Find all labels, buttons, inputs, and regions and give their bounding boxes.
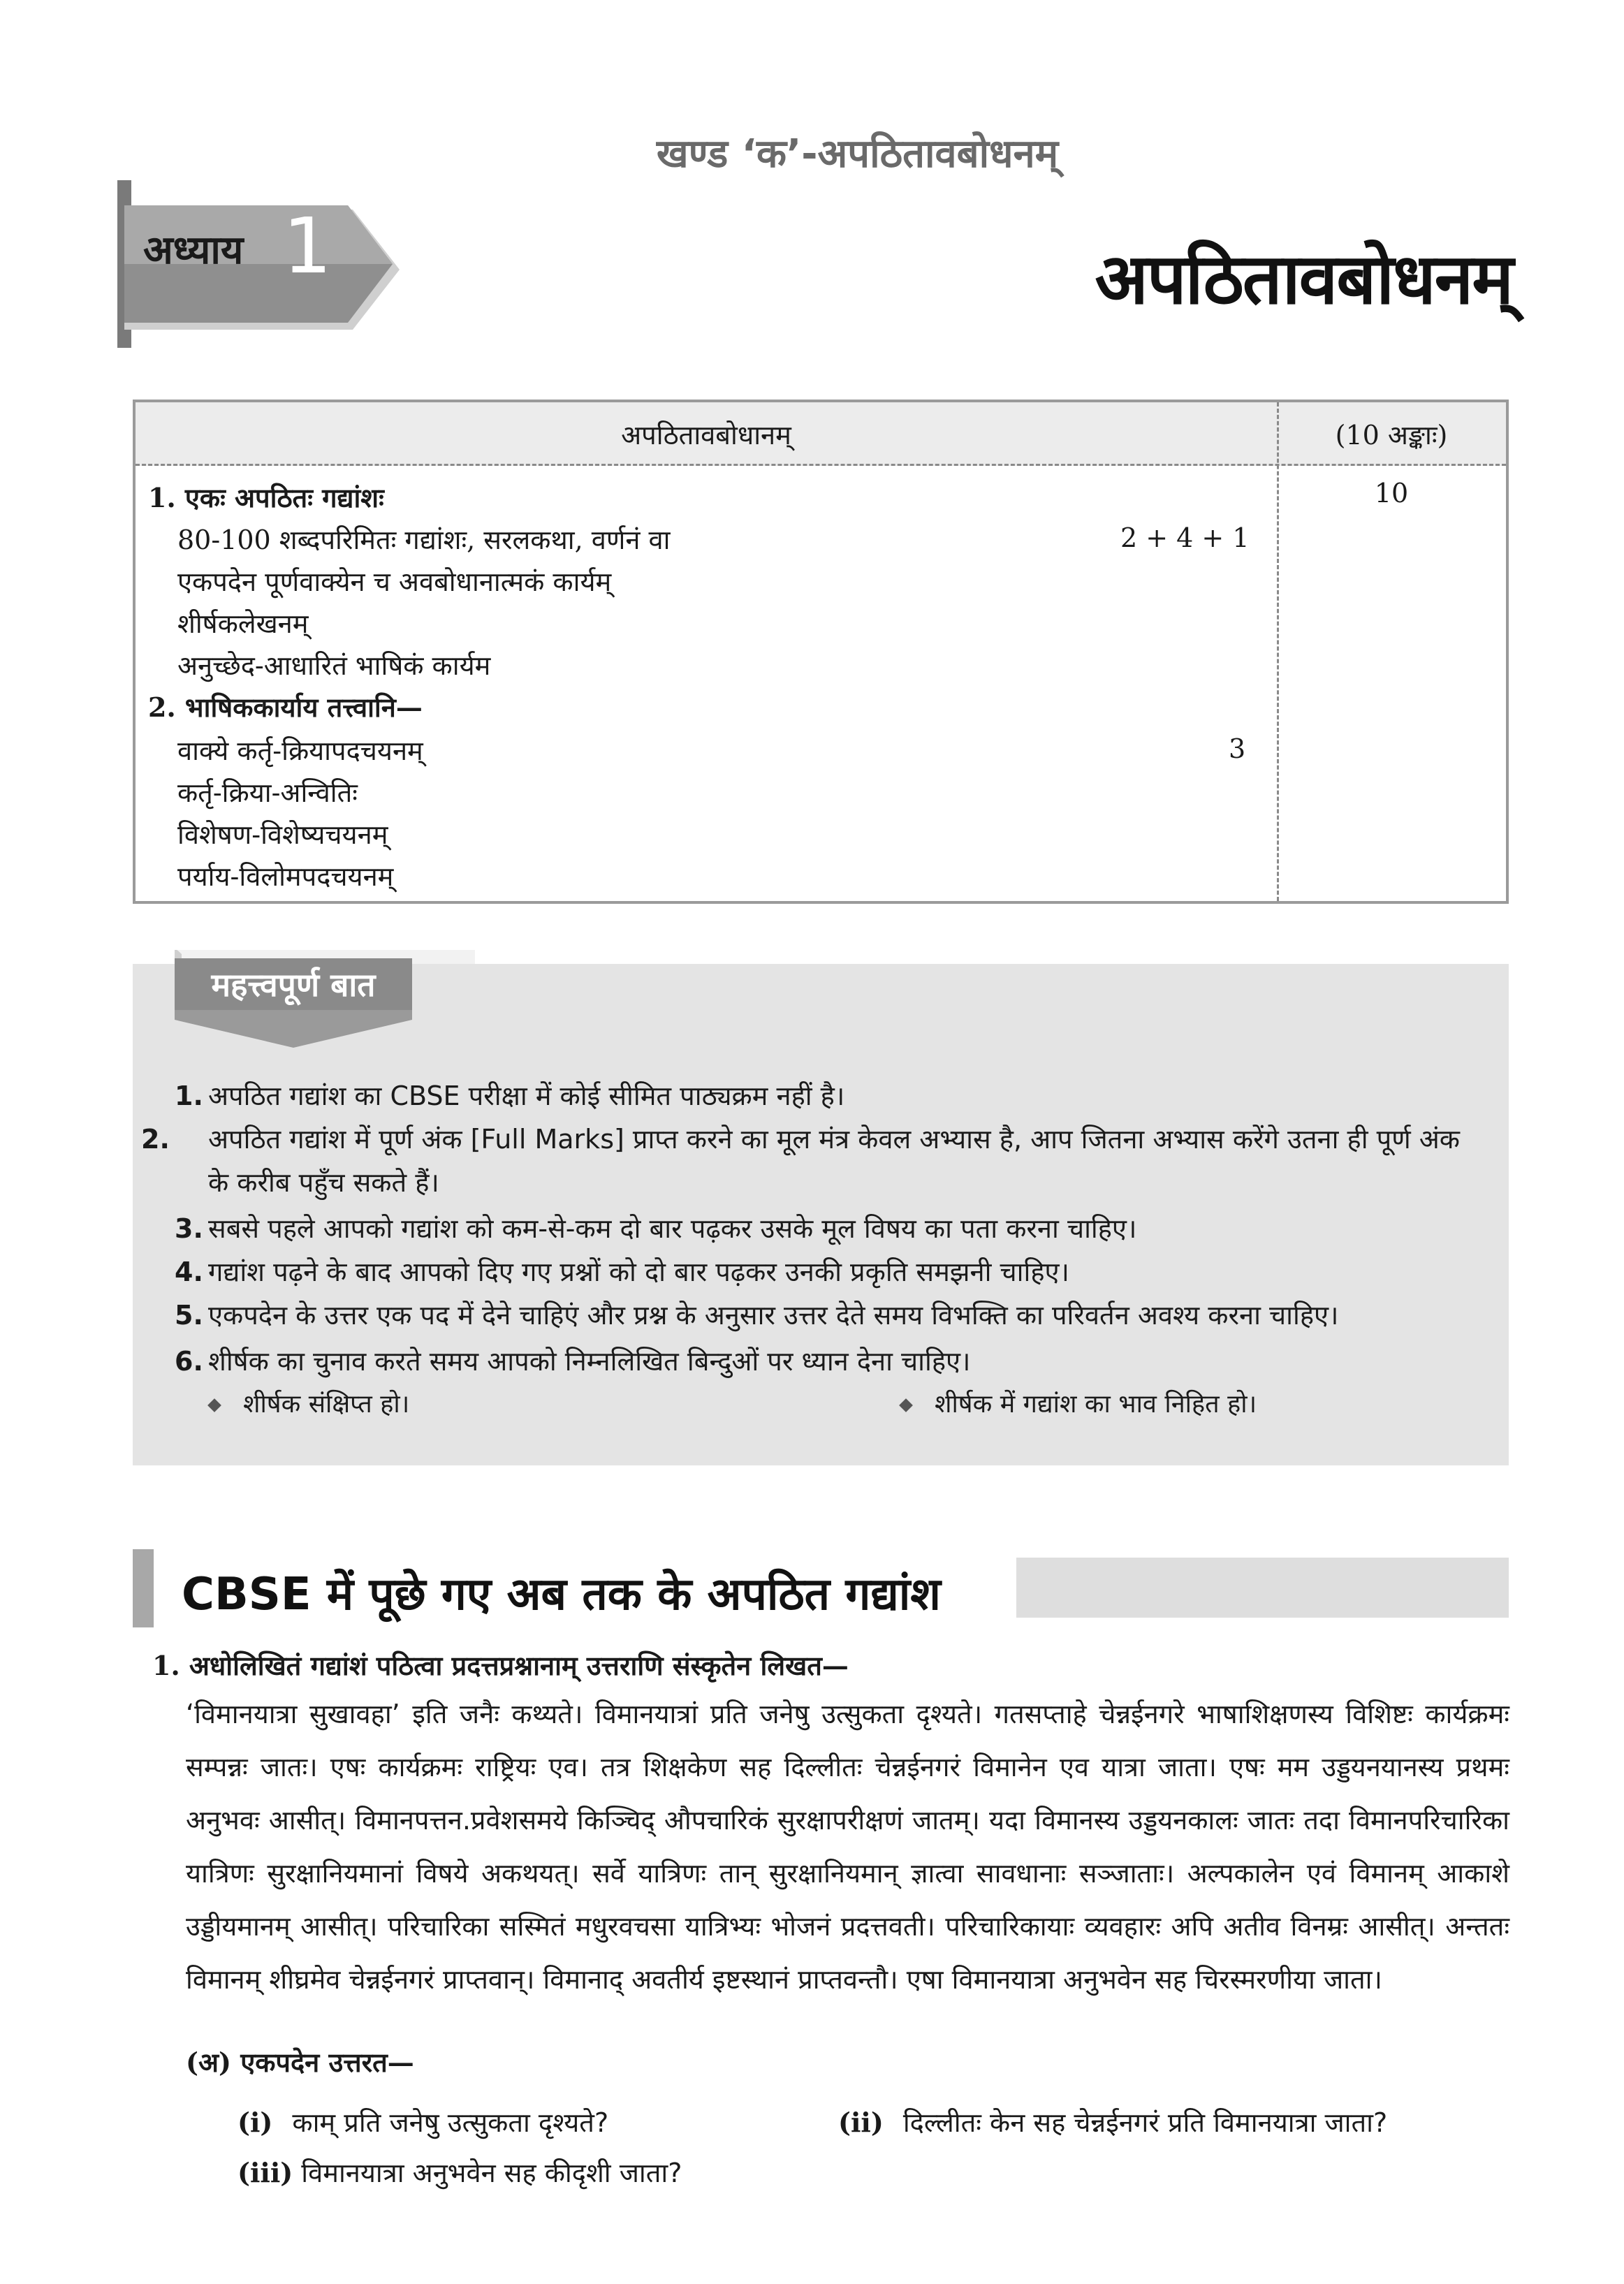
heading-fill [1016, 1558, 1509, 1618]
sub-question-label: (iii) [237, 2157, 293, 2188]
item-text: गद्यांश पढ़ने के बाद आपको दिए गए प्रश्नों को दो बार पढ़कर उनकी प्रकृति समझनी चाहिए। [208, 1257, 1069, 1287]
heading-accent [133, 1549, 154, 1627]
important-item [175, 1074, 1481, 1118]
item-number: 2. [141, 1124, 170, 1155]
bullet-item [210, 1386, 409, 1420]
syllabus-line: अनुच्छेद-आधारितं भाषिकं कार्यम [177, 650, 491, 681]
sub-question-label: (ii) [838, 2107, 884, 2138]
question-instruction: 1. अधोलिखितं गद्यांशं पठित्वा प्रदत्तप्रश्नानाम् उत्तराणि संस्कृतेन लिखत— [152, 1650, 849, 1681]
important-item [175, 1250, 1481, 1294]
chapter-title: अपठितावबोधनम् [1095, 238, 1512, 320]
chapter-number: 1 [283, 201, 332, 291]
section-heading: खण्ड ‘क’-अपठितावबोधनम् [656, 131, 1059, 177]
syllabus-line: शीर्षकलेखनम् [177, 608, 309, 639]
syllabus-line: वाक्ये कर्तृ-क्रियापदचयनम् [177, 735, 423, 766]
important-title: महत्त्वपूर्ण बात [211, 966, 376, 1004]
syllabus-line: पर्याय-विलोमपदचयनम् [177, 861, 394, 892]
important-item [141, 1118, 1481, 1204]
item-text: सबसे पहले आपको गद्यांश को कम-से-कम दो बार पढ़कर उसके मूल विषय का पता करना चाहिए। [208, 1213, 1137, 1244]
bullet-item [901, 1386, 1257, 1420]
sub-question-text: दिल्लीतः केन सह चेन्नईनगरं प्रति विमानयात्रा जाता? [902, 2107, 1388, 2138]
sub-question [838, 2104, 1387, 2140]
sub-question [237, 2154, 682, 2190]
bullet-text: शीर्षक संक्षिप्त हो। [243, 1390, 410, 1419]
item-number: 3. [175, 1213, 203, 1244]
important-item [175, 1294, 1481, 1337]
important-item [175, 1207, 1481, 1250]
item-text: अपठित गद्यांश का CBSE परीक्षा में कोई सीमित पाठ्यक्रम नहीं है। [208, 1081, 845, 1111]
sub-question [237, 2104, 608, 2140]
item-text: एकपदेन के उत्तर एक पद में देने चाहिएं और प्रश्न के अनुसार उत्तर देते समय विभक्ति का परिवर्तन अवश्य करना चाहिए। [208, 1300, 1339, 1331]
important-item [175, 1340, 1481, 1383]
item-text: शीर्षक का चुनाव करते समय आपको निम्नलिखित बिन्दुओं पर ध्यान देना चाहिए। [208, 1346, 971, 1377]
diamond-bullet-icon [899, 1398, 913, 1412]
sub-question-label: (i) [237, 2107, 273, 2138]
important-tab [175, 950, 475, 1062]
item-number: 1. [175, 1081, 203, 1111]
sub-question-heading: (अ) एकपदेन उत्तरत— [186, 2047, 414, 2078]
syllabus-item-2-title: 2. भाषिककार्याय तत्त्वानि— [148, 691, 423, 723]
total-marks: 10 [1374, 478, 1409, 508]
item-1-marks: 2 + 4 + 1 [1120, 522, 1250, 553]
sub-question-text: विमानयात्रा अनुभवेन सह कीदृशी जाता? [301, 2158, 682, 2188]
cbse-heading-bar [133, 1549, 1509, 1627]
sub-question-text: काम् प्रति जनेषु उत्सुकता दृश्यते? [292, 2107, 609, 2138]
chapter-label: अध्याय [143, 228, 244, 273]
syllabus-header-topic: अपठितावबोधानम् [621, 420, 791, 451]
syllabus-line: 80-100 शब्दपरिमितः गद्यांशः, सरलकथा, वर्णनं वा [177, 525, 671, 555]
item-text: अपठित गद्यांश में पूर्ण अंक [Full Marks] प्राप्त करने का मूल मंत्र केवल अभ्यास है, आप जितना अभ्यास करेंगे उतना ही पूर्ण अंक के करीब पहुँच सकते हैं। [208, 1124, 1460, 1198]
important-points-panel [133, 964, 1509, 1465]
syllabus-line: एकपदेन पूर्णवाक्येन च अवबोधानात्मकं कार्यम् [177, 566, 612, 597]
passage: ‘विमानयात्रा सुखावहा’ इति जनैः कथ्यते। विमानयात्रां प्रति जनेषु उत्सुकता दृश्यते। गतसप्ताहे चेन्नईनगरे भाषाशिक्षणस्य विशिष्टः कार्यक्रमः सम्पन्नः जातः। एषः कार्यक्रमः राष्ट्रियः एव। तत्र शिक्षकेण सह दिल्लीतः चेन्नईनगरं विमानेन एव यात्रा जाता। एषः मम उड्डयनयानस्य प्रथमः अनुभवः आसीत्। विमानपत्तन.प्रवेशसमये किञ्चिद् औपचारिकं सुरक्षापरीक्षणं जातम्। यदा विमानस्य उड्डयनकालः जातः तदा विमानपरिचारिका यात्रिणः सुरक्षानियमानां विषये अकथयत्। सर्वे यात्रिणः तान् सुरक्षानियमान् ज्ञात्वा सावधानाः सञ्जाताः। अल्पकालेन एवं विमानम् आकाशे उड्डीयमानम् आसीत्। परिचारिका सस्मितं मधुरवचसा यात्रिभ्यः भोजनं प्रदत्तवती। परिचारिकायाः व्यवहारः अपि अतीव विनम्रः आसीत्। अन्ततः विमानम् शीघ्रमेव चेन्नईनगरं प्राप्तवान्। विमानाद् अवतीर्य इष्टस्थानं प्राप्तवन्तौ। एषा विमानयात्रा अनुभवेन सह चिरस्मरणीया जाता। [186, 1699, 1509, 1995]
item-2-marks: 3 [1229, 733, 1246, 764]
diamond-bullet-icon [207, 1398, 221, 1412]
syllabus-item-1-title: 1. एकः अपठितः गद्यांशः [148, 482, 384, 513]
syllabus-line: विशेषण-विशेष्यचयनम् [177, 819, 388, 850]
bullet-text: शीर्षक में गद्यांश का भाव निहित हो। [935, 1390, 1257, 1419]
syllabus-line: कर्तृ-क्रिया-अन्वितिः [177, 777, 358, 808]
chapter-tab [112, 180, 419, 348]
item-number: 6. [175, 1346, 203, 1377]
syllabus-table [133, 400, 1509, 904]
item-number: 4. [175, 1257, 203, 1287]
cbse-heading: CBSE में पूछे गए अब तक के अपठित गद्यांश [182, 1569, 941, 1620]
syllabus-header-marks: (10 अङ्काः) [1335, 420, 1448, 451]
item-number: 5. [175, 1300, 203, 1331]
